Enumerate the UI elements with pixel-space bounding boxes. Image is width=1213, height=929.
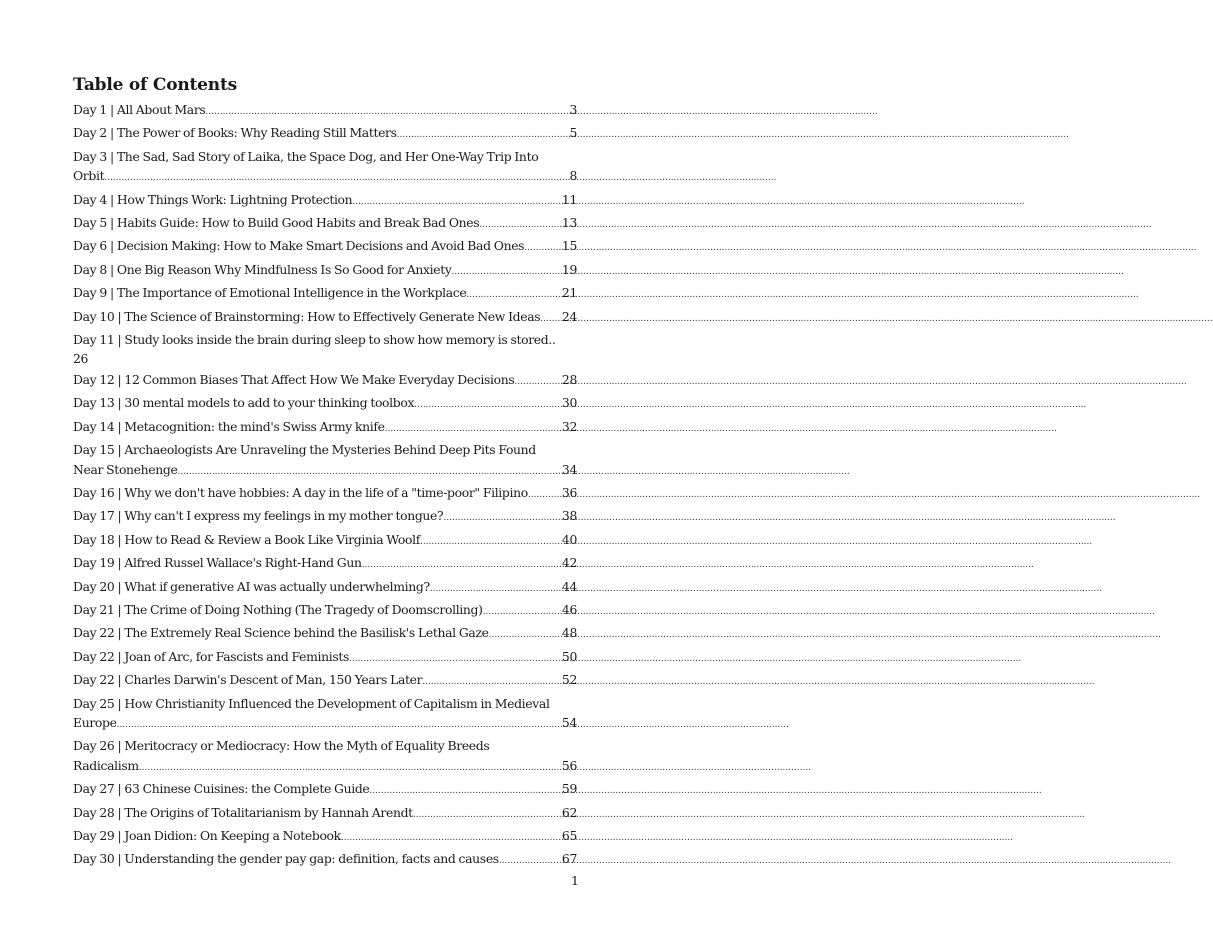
toc-entry[interactable]: [73, 236, 577, 258]
toc-entry-title: Day 15 | Archaeologists Are Unraveling the Mysteries Behind Deep Pits Found: [73, 442, 536, 458]
toc-entry-title-cont: Orbit: [73, 168, 105, 184]
toc-entry-page: 44: [561, 578, 577, 594]
toc-entry[interactable]: [73, 803, 577, 825]
toc-entry-title: Day 26 | Meritocracy or Mediocracy: How the Myth of Equality Breeds: [73, 738, 490, 754]
toc-leader-dots: [514, 373, 561, 392]
toc-entry-title: Day 22 | The Extremely Real Science behind the Basilisk's Lethal Gaze: [73, 625, 489, 641]
toc-leader-dots: [466, 286, 561, 305]
toc-entry-title: Day 1 | All About Mars: [73, 102, 206, 117]
toc-entry[interactable]: [73, 213, 577, 235]
toc-entry-page: 32: [561, 418, 577, 434]
toc-leader-dots: [205, 103, 568, 122]
toc-entry-page: 56: [561, 757, 577, 773]
toc-leader-dots: [362, 556, 561, 575]
toc-entry[interactable]: [73, 440, 577, 482]
toc-entry[interactable]: [73, 417, 577, 439]
toc-entry-continuation: [73, 349, 577, 368]
toc-entry[interactable]: [73, 553, 577, 575]
toc-entry[interactable]: [73, 283, 577, 305]
toc-entry-title-cont: Europe: [73, 714, 117, 730]
toc-entry-title: Day 4 | How Things Work: Lightning Protection: [73, 191, 353, 207]
toc-leader-dots: [524, 239, 561, 258]
page-number: 1: [571, 873, 579, 888]
toc-entry[interactable]: [73, 190, 577, 212]
toc-entry-page: 19: [561, 261, 577, 277]
toc-leader-dots: [430, 580, 561, 599]
toc-entry-title: Day 19 | Alfred Russel Wallace's Right-Hand Gun: [73, 555, 362, 571]
toc-entry-continuation: [73, 756, 577, 778]
toc-list: [73, 100, 577, 872]
toc-entry-page: 21: [561, 285, 577, 301]
table-of-contents: [73, 74, 577, 873]
toc-leader-dots: [117, 716, 561, 735]
toc-entry-page: 40: [561, 531, 577, 547]
toc-leader-dots: [499, 852, 561, 871]
toc-leader-dots: [489, 626, 561, 645]
toc-entry-title: Day 5 | Habits Guide: How to Build Good Habits and Break Bad Ones: [73, 215, 480, 231]
toc-entry-title: Day 2 | The Power of Books: Why Reading Still Matters: [73, 125, 397, 141]
toc-leader-dots: [349, 650, 561, 669]
toc-entry[interactable]: [73, 506, 577, 528]
toc-entry[interactable]: [73, 647, 577, 669]
toc-leader-dots: [528, 486, 561, 505]
toc-entry-page: 67: [561, 851, 577, 867]
toc-leader-dots: [397, 126, 569, 145]
toc-entry[interactable]: [73, 736, 577, 778]
toc-entry-title: Day 21 | The Crime of Doing Nothing (The Tragedy of Doomscrolling): [73, 601, 483, 617]
toc-entry[interactable]: [73, 670, 577, 692]
toc-entry-page: 54: [561, 714, 577, 730]
toc-leader-dots: [443, 509, 561, 528]
toc-entry-page: 42: [561, 555, 577, 571]
toc-entry[interactable]: [73, 826, 577, 848]
toc-entry[interactable]: [73, 779, 577, 801]
toc-entry[interactable]: [73, 370, 577, 392]
toc-leader-dots: [540, 310, 561, 329]
toc-entry[interactable]: [73, 530, 577, 552]
toc-entry-title-cont: 26: [73, 351, 89, 367]
toc-entry-continuation: [73, 460, 577, 482]
toc-title: Table of Contents: [73, 75, 237, 95]
toc-entry-title: Day 30 | Understanding the gender pay gap: definition, facts and causes: [73, 851, 499, 867]
toc-entry-page: 13: [561, 215, 577, 231]
toc-entry[interactable]: [73, 260, 577, 282]
toc-entry-page: 30: [561, 395, 577, 411]
toc-entry[interactable]: [73, 600, 577, 622]
toc-leader-dots: [479, 216, 561, 235]
toc-leader-dots: [452, 263, 561, 282]
toc-entry-title: Day 20 | What if generative AI was actually underwhelming?: [73, 578, 430, 594]
toc-entry-page: 3: [569, 102, 577, 117]
toc-leader-dots: [352, 193, 561, 212]
toc-entry-page: 59: [561, 781, 577, 797]
toc-entry[interactable]: [73, 483, 577, 505]
toc-entry-title: Day 22 | Charles Darwin's Descent of Man, 150 Years Later: [73, 672, 423, 688]
toc-entry-title: Day 18 | How to Read & Review a Book Like Virginia Woolf: [73, 531, 420, 547]
toc-leader-dots: [139, 759, 561, 778]
toc-entry-page: 11: [561, 191, 577, 207]
toc-entry-page: 46: [561, 601, 577, 617]
toc-entry[interactable]: [73, 330, 577, 369]
toc-entry[interactable]: [73, 623, 577, 645]
toc-entry-title: Day 3 | The Sad, Sad Story of Laika, the Space Dog, and Her One-Way Trip Into: [73, 148, 539, 164]
toc-entry-continuation: [73, 713, 577, 735]
toc-entry-page: 28: [561, 371, 577, 387]
toc-leader-dots: [104, 169, 568, 188]
toc-entry-title: Day 22 | Joan of Arc, for Fascists and Feminists: [73, 648, 349, 664]
toc-entry[interactable]: [73, 393, 577, 415]
toc-entry-title: Day 29 | Joan Didion: On Keeping a Notebook: [73, 828, 341, 843]
toc-leader-dots: [177, 463, 560, 482]
toc-entry-title: Day 25 | How Christianity Influenced the Development of Capitalism in Medieval: [73, 695, 550, 711]
toc-entry-title: Day 8 | One Big Reason Why Mindfulness Is So Good for Anxiety: [73, 261, 452, 277]
toc-entry-title: Day 13 | 30 mental models to add to your thinking toolbox: [73, 395, 415, 411]
toc-entry[interactable]: [73, 694, 577, 736]
toc-entry-title: Day 16 | Why we don't have hobbies: A day in the life of a "time-poor" Filipino: [73, 484, 528, 500]
toc-leader-dots: [413, 806, 561, 825]
toc-entry-page: 15: [561, 238, 577, 254]
toc-entry-page: 36: [561, 484, 577, 500]
toc-entry-continuation: [73, 166, 577, 188]
toc-entry-page: 48: [561, 625, 577, 641]
toc-leader-dots: [341, 829, 561, 848]
toc-entry[interactable]: [73, 307, 577, 329]
toc-entry-page: 65: [561, 828, 577, 843]
toc-entry[interactable]: [73, 849, 577, 871]
toc-entry-page: 62: [561, 804, 577, 820]
toc-leader-dots: [422, 673, 561, 692]
toc-entry-title: Day 12 | 12 Common Biases That Affect How We Make Everyday Decisions: [73, 371, 515, 387]
toc-leader-dots: [414, 396, 561, 415]
toc-entry-page: 38: [561, 508, 577, 524]
toc-entry-title: Day 14 | Metacognition: the mind's Swiss Army knife: [73, 418, 385, 434]
toc-entry-title: Day 9 | The Importance of Emotional Intelligence in the Workplace: [73, 285, 467, 301]
toc-entry-title-cont: Radicalism: [73, 757, 139, 773]
toc-leader-dots: [385, 420, 561, 439]
toc-entry-page: 50: [561, 648, 577, 664]
toc-entry-page: 24: [561, 308, 577, 324]
toc-entry-page: 5: [569, 125, 577, 141]
toc-leader-dots: [483, 603, 561, 622]
toc-entry-title: Day 28 | The Origins of Totalitarianism by Hannah Arendt: [73, 804, 413, 820]
toc-entry-page: 34: [561, 461, 577, 477]
toc-entry-title: Day 10 | The Science of Brainstorming: How to Effectively Generate New Ideas: [73, 308, 541, 324]
toc-entry[interactable]: [73, 100, 577, 122]
toc-entry-title: Day 11 | Study looks inside the brain during sleep to show how memory is stored..: [73, 332, 556, 348]
toc-entry[interactable]: [73, 123, 577, 145]
toc-entry-title: Day 6 | Decision Making: How to Make Smart Decisions and Avoid Bad Ones: [73, 238, 525, 254]
toc-leader-dots: [420, 533, 561, 552]
toc-leader-dots: [369, 782, 561, 801]
toc-entry[interactable]: [73, 577, 577, 599]
toc-entry-title-cont: Near Stonehenge: [73, 461, 178, 477]
toc-entry-page: 8: [569, 168, 577, 184]
toc-entry-title: Day 27 | 63 Chinese Cuisines: the Complete Guide: [73, 781, 370, 797]
toc-entry[interactable]: [73, 147, 577, 189]
toc-entry-page: 52: [561, 672, 577, 688]
toc-entry-title: Day 17 | Why can't I express my feelings in my mother tongue?: [73, 508, 444, 524]
